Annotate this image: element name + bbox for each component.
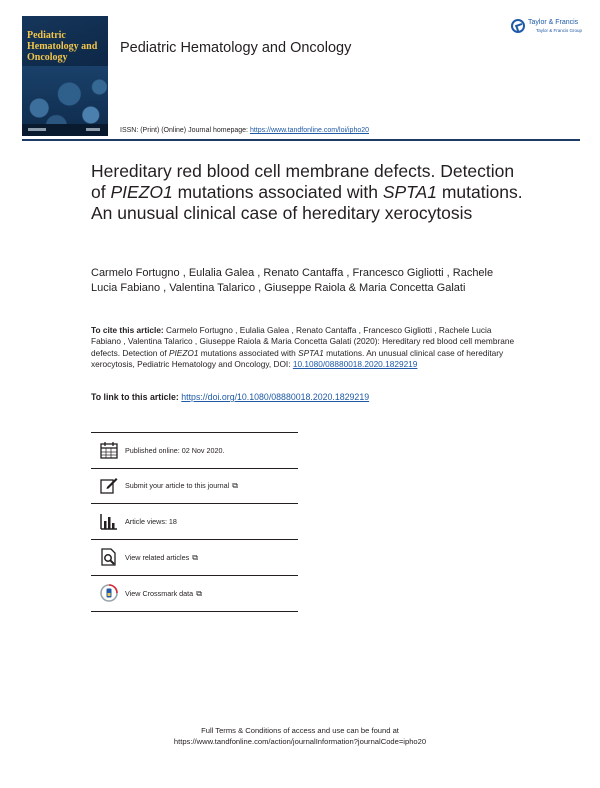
search-document-icon xyxy=(100,548,118,566)
external-link-icon: ⧉ xyxy=(192,553,198,562)
edit-icon xyxy=(100,476,118,494)
issn-line xyxy=(120,127,369,134)
author-list: Carmelo Fortugno , Eulalia Galea , Renato Cantaffa , Francesco Gigliotti , Rachele Lucia Fabiano , Valentina Talarico , Giuseppe Raiola & Maria Concetta Galati xyxy=(91,267,494,294)
article-views-row xyxy=(91,504,298,540)
external-link-icon: ⧉ xyxy=(232,481,238,490)
crossmark-link[interactable]: View Crossmark data ⧉ xyxy=(125,589,202,598)
issn-label: ISSN: (Print) (Online) Journal homepage: xyxy=(120,127,248,134)
published-online-row xyxy=(91,432,298,469)
submit-article-link[interactable]: Submit your article to this journal ⧉ xyxy=(125,481,238,490)
article-views-text: Article views: 18 xyxy=(125,517,177,526)
footer-terms xyxy=(0,725,600,747)
publisher-logo[interactable] xyxy=(511,16,583,40)
calendar-icon xyxy=(100,441,118,459)
journal-cover-image xyxy=(22,16,108,136)
journal-title[interactable]: Pediatric Hematology and Oncology xyxy=(120,40,352,56)
related-articles-link[interactable]: View related articles ⧉ xyxy=(125,553,198,562)
cover-footer xyxy=(22,124,108,136)
gene-name: SPTA1 xyxy=(382,182,437,202)
publisher-logo-name: Taylor & Francis xyxy=(528,19,579,26)
submit-article-row[interactable] xyxy=(91,468,298,504)
article-link-label: To link to this article: xyxy=(91,392,179,402)
publisher-logo-tagline: Taylor & Francis Group xyxy=(536,28,583,33)
gene-name: PIEZO1 xyxy=(110,182,173,202)
header-divider xyxy=(22,139,580,141)
bar-chart-icon xyxy=(100,512,118,530)
citation-label: To cite this article: xyxy=(91,325,164,335)
journal-homepage-link[interactable]: https://www.tandfonline.com/loi/ipho20 xyxy=(249,127,370,134)
crossmark-row[interactable] xyxy=(91,576,298,612)
external-link-icon: ⧉ xyxy=(196,589,202,598)
citation-block: To cite this article: Carmelo Fortugno , Eulalia Galea , Renato Cantaffa , Francesco Gigliotti , Rachele Lucia Fabiano , Valentina Talarico , Giuseppe Raiola & Maria Concetta Galati (2020): Hereditary red blood cell membrane defects. Detection of PIEZO1 mutations associated with SPTA1 mutations. An unusual clinical case of hereditary xerocytosis, Pediatric Hematology and Oncology, DOI: 10.1080/08880018.2020.1829219 xyxy=(91,325,515,370)
related-articles-row[interactable] xyxy=(91,540,298,576)
article-doi-link[interactable]: https://doi.org/10.1080/08880018.2020.1829219 xyxy=(181,392,370,402)
article-link-line xyxy=(91,392,369,402)
article-title: Hereditary red blood cell membrane defects. Detection of PIEZO1 mutations associated with SPTA1 mutations. An unusual clinical case of hereditary xerocytosis xyxy=(91,161,523,223)
doi-link[interactable]: 10.1080/08880018.2020.1829219 xyxy=(292,359,418,370)
published-online-text: Published online: 02 Nov 2020. xyxy=(125,446,225,455)
cover-title: Pediatric Hematology and Oncology xyxy=(27,30,98,63)
publisher-logo-icon xyxy=(511,19,525,33)
footer-terms-text: Full Terms & Conditions of access and use can be found at xyxy=(201,726,399,735)
footer-terms-url[interactable]: https://www.tandfonline.com/action/journalInformation?journalCode=ipho20 xyxy=(173,737,427,746)
crossmark-icon xyxy=(100,584,118,602)
